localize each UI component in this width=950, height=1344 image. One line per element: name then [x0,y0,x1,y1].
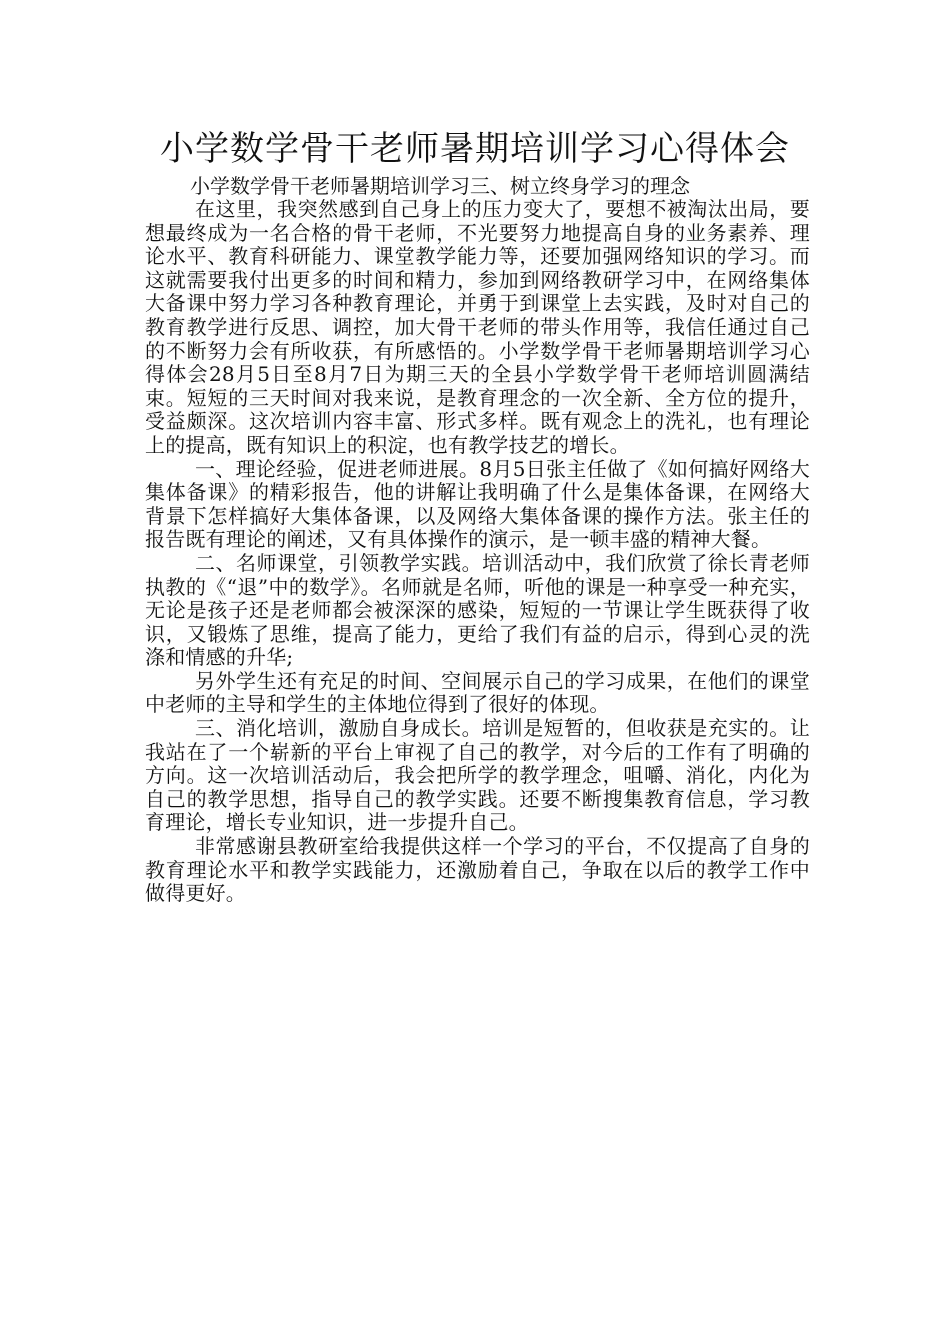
document-body [145,198,810,906]
document-title: 小学数学骨干老师暑期培训学习心得体会 [160,129,790,169]
document-subtitle: 小学数学骨干老师暑期培训学习三、树立终身学习的理念 [190,174,690,198]
paragraph: 一、理论经验，促进老师进展。8月5日张主任做了《如何搞好网络大集体备课》的精彩报告，他的讲解让我明确了什么是集体备课，在网络大背景下怎样搞好大集体备课，以及网络大集体备课的操作方法。张主任的报告既有理论的阐述，又有具体操作的演示，是一顿丰盛的精神大餐。 [145,456,810,552]
paragraph: 非常感谢县教研室给我提供这样一个学习的平台，不仅提高了自身的教育理论水平和教学实践能力，还激励着自己，争取在以后的教学工作中做得更好。 [145,834,810,906]
paragraph: 在这里，我突然感到自己身上的压力变大了，要想不被淘汰出局，要想最终成为一名合格的骨干老师，不光要努力地提高自身的业务素养、理论水平、教育科研能力、课堂教学能力等，还要加强网络知识的学习。而这就需要我付出更多的时间和精力，参加到网络教研学习中，在网络集体大备课中努力学习各种教育理论，并勇于到课堂上去实践，及时对自己的教育教学进行反思、调控，加大骨干老师的带头作用等，我信任通过自己的不断努力会有所收获，有所感悟的。小学数学骨干老师暑期培训学习心得体会28月5日至8月7日为期三天的全县小学数学骨干老师培训圆满结束。短短的三天时间对我来说，是教育理念的一次全新、全方位的提升，受益颇深。这次培训内容丰富、形式多样。既有观念上的洗礼，也有理论上的提高，既有知识上的积淀，也有教学技艺的增长。 [145,197,810,457]
paragraph: 二、名师课堂，引领教学实践。培训活动中，我们欣赏了徐长青老师执教的《“退”中的数学》。名师就是名师，听他的课是一种享受一种充实，无论是孩子还是老师都会被深深的感染，短短的一节课让学生既获得了收识，又锻炼了思维，提高了能力，更给了我们有益的启示，得到心灵的洗涤和情感的升华; [145,550,810,670]
paragraph: 另外学生还有充足的时间、空间展示自己的学习成果，在他们的课堂中老师的主导和学生的主体地位得到了很好的体现。 [145,668,810,717]
paragraph: 三、消化培训，激励自身成长。培训是短暂的，但收获是充实的。让我站在了一个崭新的平台上审视了自己的教学，对今后的工作有了明确的方向。这一次培训活动后，我会把所学的教学理念，咀嚼、消化，内化为自己的教学思想，指导自己的教学实践。还要不断搜集教育信息，学习教育理论，增长专业知识，进一步提升自己。 [145,716,810,835]
